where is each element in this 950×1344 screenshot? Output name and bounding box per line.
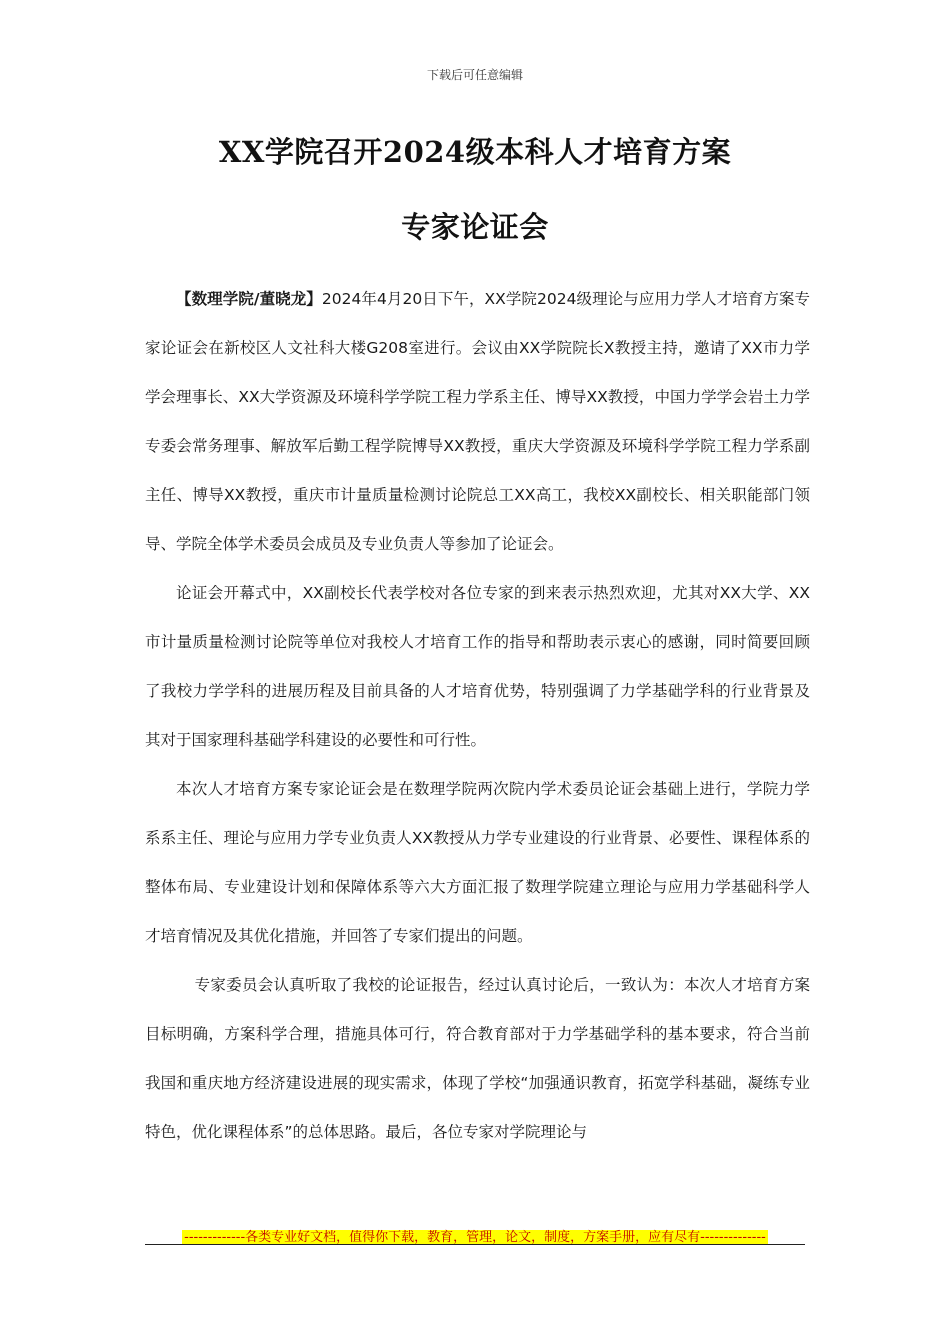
- title-line-1: XX学院召开2024级本科人才培育方案: [218, 135, 732, 169]
- article-body: [145, 275, 810, 1157]
- paragraph-4: 专家委员会认真听取了我校的论证报告，经过认真讨论后，一致认为：本次人才培育方案目标明确，方案科学合理，措施具体可行，符合教育部对于力学基础学科的基本要求，符合当前我国和重庆地方经济建设进展的现实需求，体现了学校“加强通识教育，拓宽学科基础，凝练专业特色，优化课程体系”的总体思路。最后，各位专家对学院理论与: [145, 976, 810, 1141]
- title-line-2: 专家论证会: [401, 210, 549, 244]
- paragraph-2: 论证会开幕式中，XX副校长代表学校对各位专家的到来表示热烈欢迎，尤其对XX大学、XX市计量质量检测讨论院等单位对我校人才培育工作的指导和帮助表示衷心的感谢，同时简要回顾了我校力学学科的进展历程及目前具备的人才培育优势，特别强调了力学基础学科的行业背景及其对于国家理科基础学科建设的必要性和可行性。: [145, 584, 810, 749]
- paragraph-1-text: 2024年4月20日下午，XX学院2024级理论与应用力学人才培育方案专家论证会在新校区人文社科大楼G208室进行。会议由XX学院院长X教授主持，邀请了XX市力学学会理事长、XX大学资源及环境科学学院工程力学系主任、博导XX教授，中国力学学会岩土力学专委会常务理事、解放军后勤工程学院博导XX教授，重庆大学资源及环境科学学院工程力学系副主任、博导XX教授，重庆市计量质量检测讨论院总工XX高工，我校XX副校长、相关职能部门领导、学院全体学术委员会成员及专业负责人等参加了论证会。: [145, 290, 810, 553]
- footer-banner-text: -------------各类专业好文档，值得你下载，教育，管理，论文，制度，方案手册，应有尽有--------------: [184, 1230, 766, 1245]
- header-note: 下载后可任意编辑: [426, 68, 523, 82]
- paragraph-1: [145, 275, 810, 569]
- paragraph-3: 本次人才培育方案专家论证会是在数理学院两次院内学术委员论证会基础上进行，学院力学系系主任、理论与应用力学专业负责人XX教授从力学专业建设的行业背景、必要性、课程体系的整体布局、专业建设计划和保障体系等六大方面汇报了数理学院建立理论与应用力学基础科学人才培育情况及其优化措施，并回答了专家们提出的问题。: [145, 780, 810, 945]
- footer-rule: [145, 1244, 805, 1245]
- footer-banner: [0, 1226, 950, 1245]
- byline: 【数理学院/董晓龙】: [176, 290, 322, 308]
